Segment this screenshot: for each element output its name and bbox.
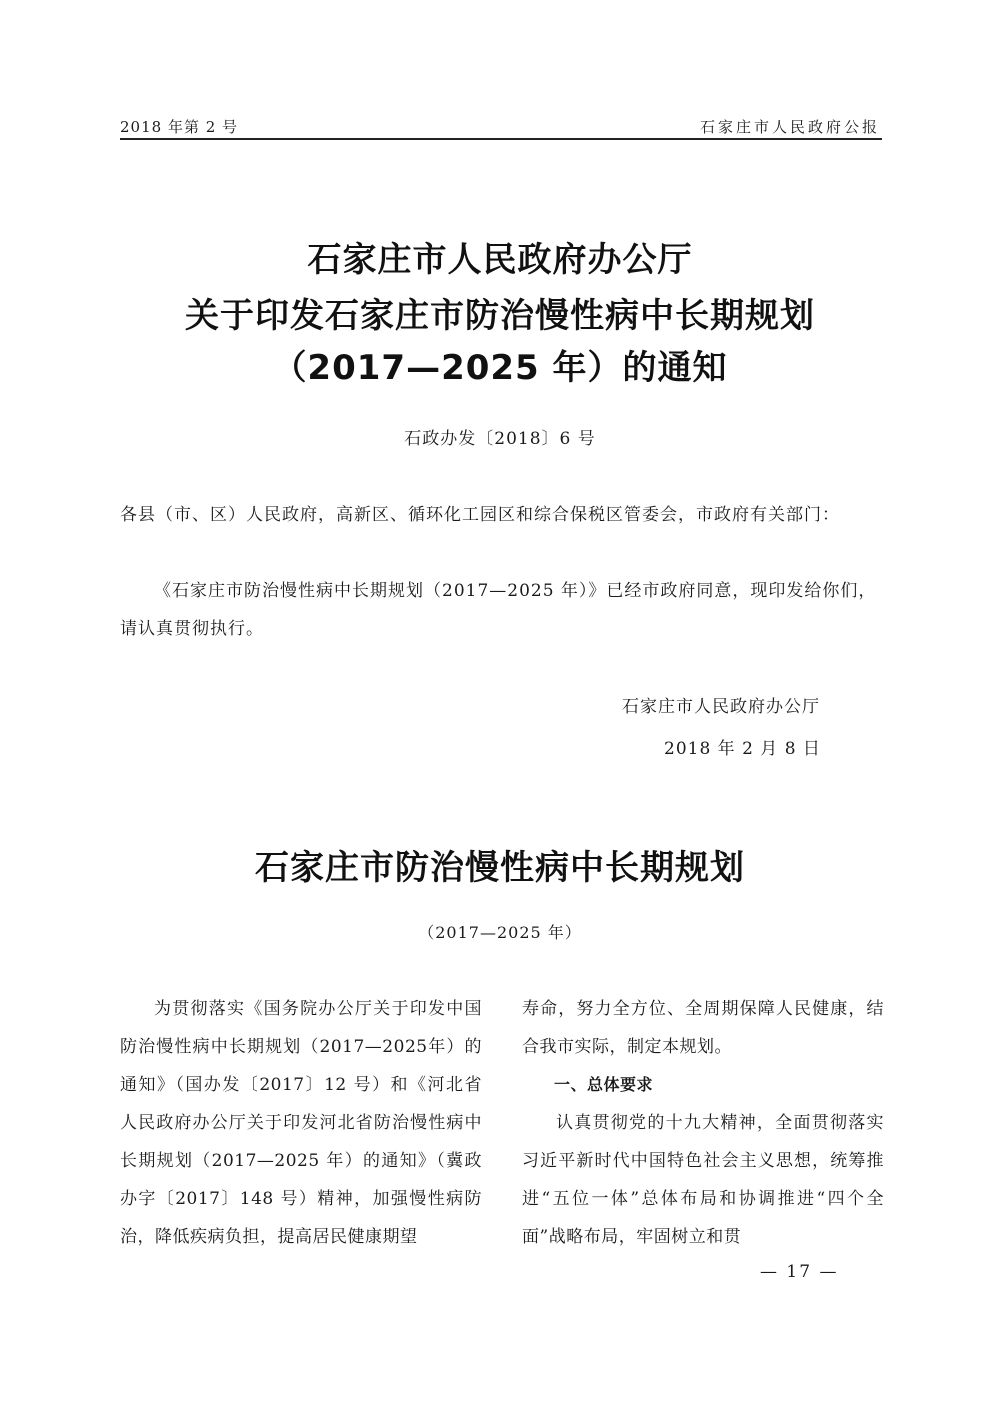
plan-right-column [522,990,884,1256]
notice-title-line-1: 石家庄市人民政府办公厅 [307,240,693,280]
notice-title-line-3: （2017—2025 年）的通知 [272,348,728,388]
page-number: — 17 — [760,1262,839,1282]
notice-date: 2018 年 2 月 8 日 [664,739,821,759]
notice-issuer: 石家庄市人民政府办公厅 [622,697,820,717]
document-number: 石政办发〔2018〕6 号 [404,429,596,449]
header-rule [120,138,882,140]
section-heading: 一、总体要求 [554,1075,654,1094]
notice-body: 《石家庄市防治慢性病中长期规划（2017—2025 年）》已经市政府同意，现印发给你们，请认真贯彻执行。 [120,581,877,639]
plan-intro-paragraph: 为贯彻落实《国务院办公厅关于印发中国防治慢性病中长期规划（2017—2025年）的通知》（国办发〔2017〕12 号）和《河北省人民政府办公厅关于印发河北省防治慢性病中长期规划（2017—2025 年）的通知》（冀政办字〔2017〕148 号）精神，加强慢性病防治，降低疾病负担，提高居民健康期望 [120,999,482,1247]
notice-title-line-2: 关于印发石家庄市防治慢性病中长期规划 [185,296,815,336]
header-publication: 石家庄市人民政府公报 [699,118,880,136]
section-body: 认真贯彻党的十九大精神，全面贯彻落实习近平新时代中国特色社会主义思想，统筹推进“五位一体”总体布局和协调推进“四个全面”战略布局，牢固树立和贯 [522,1113,884,1247]
notice-addressee: 各县（市、区）人民政府，高新区、循环化工园区和综合保税区管委会，市政府有关部门： [120,505,840,525]
header-issue: 2018 年第 2 号 [120,118,239,136]
plan-intro-continuation: 寿命，努力全方位、全周期保障人民健康，结合我市实际，制定本规划。 [522,999,884,1057]
plan-period: （2017—2025 年） [418,923,582,942]
plan-title: 石家庄市防治慢性病中长期规划 [255,848,745,888]
